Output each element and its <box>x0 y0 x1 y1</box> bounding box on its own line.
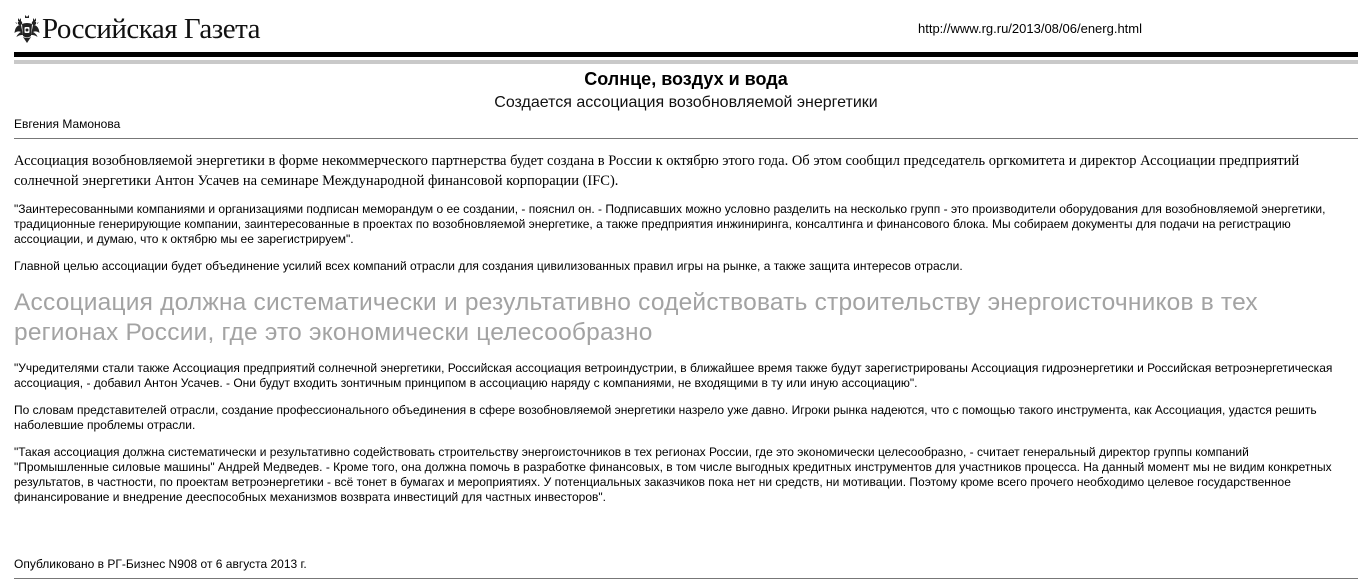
logo-text: Российская Газета <box>42 13 261 45</box>
author-divider <box>14 138 1358 139</box>
article-paragraph: "Заинтересованными компаниями и организациями подписан меморандум о ее создании, - пояснил он. - Подписавших можно условно разделить на несколько групп - это производители оборудования для возобновляемой энергетики, традиционные генерирующие компании, заинтересованные в проектах по возобновляемой энергетике, а также предприятия инжиниринга, консалтинга и финансового блока. Мы собираем документы для подачи на регистрацию ассоциации, и думаю, что к октябрю мы ее зарегистрируем". <box>14 202 1326 246</box>
header <box>14 0 1358 50</box>
article-author: Евгения Мамонова <box>14 117 121 131</box>
article-paragraph: По словам представителей отрасли, создание профессионального объединения в сфере возобновляемой энергетики назрело уже давно. Игроки рынка надеются, что с помощью такого инструмента, как Ассоциация, удастся решить наболевшие проблемы отрасли. <box>14 403 1317 432</box>
article-paragraph: Главной целью ассоциации будет объединение усилий всех компаний отрасли для создания цивилизованных правил игры на рынке, а также защита интересов отрасли. <box>14 259 963 273</box>
pull-quote: Ассоциация должна систематически и результативно содействовать строительству энергоисточников в тех регионах России, где это экономически целесообразно <box>14 289 1258 346</box>
footer-divider <box>14 578 1358 579</box>
print-page <box>14 0 1358 571</box>
article-subtitle: Создается ассоциация возобновляемой энергетики <box>494 94 878 111</box>
article-lead: Ассоциация возобновляемой энергетики в форме некоммерческого партнерства будет создана в России к октябрю этого года. Об этом сообщил председатель оргкомитета и директор Ассоциации предприятий солнечной энергетики Антон Усачев на семинаре Международной финансовой корпорации (IFC). <box>14 153 1300 189</box>
site-logo[interactable] <box>14 12 260 46</box>
header-divider-gray <box>14 60 1358 64</box>
header-divider-thick <box>14 52 1358 57</box>
article-paragraph: "Учредителями стали также Ассоциация предприятий солнечной энергетики, Российская ассоциация ветроиндустрии, в ближайшее время также будут зарегистрированы Ассоциация гидроэнергетики и Российская ветроэнергетическая ассоциация, - добавил Антон Усачев. - Они будут входить зонтичным принципом в ассоциацию наряду с компаниями, не входящими в ту или иную ассоциацию". <box>14 361 1333 390</box>
double-headed-eagle-icon <box>14 14 40 44</box>
article-title: Солнце, воздух и вода <box>584 69 788 89</box>
publication-note: Опубликовано в РГ-Бизнес N908 от 6 августа 2013 г. <box>14 557 307 571</box>
article-paragraph: "Такая ассоциация должна систематически и результативно содействовать строительству энергоисточников в тех регионах России, где это экономически целесообразно, - считает генеральный директор группы компаний "Промышленные силовые машины" Андрей Медведев. - Кроме того, она должна помочь в разработке финансовых, в том числе выгодных кредитных инструментов для участников процесса. На данный момент мы не видим конкретных результатов, в частности, по проектам ветроэнергетики - всё тонет в бумагах и мероприятиях. У потенциальных заказчиков пока нет ни средств, ни мотивации. Поэтому кроме всего прочего необходимо целевое государственное финансирование и внедрение дееспособных механизмов возврата инвестиций для частных инвесторов". <box>14 445 1332 504</box>
page-url: http://www.rg.ru/2013/08/06/energ.html <box>918 21 1143 36</box>
